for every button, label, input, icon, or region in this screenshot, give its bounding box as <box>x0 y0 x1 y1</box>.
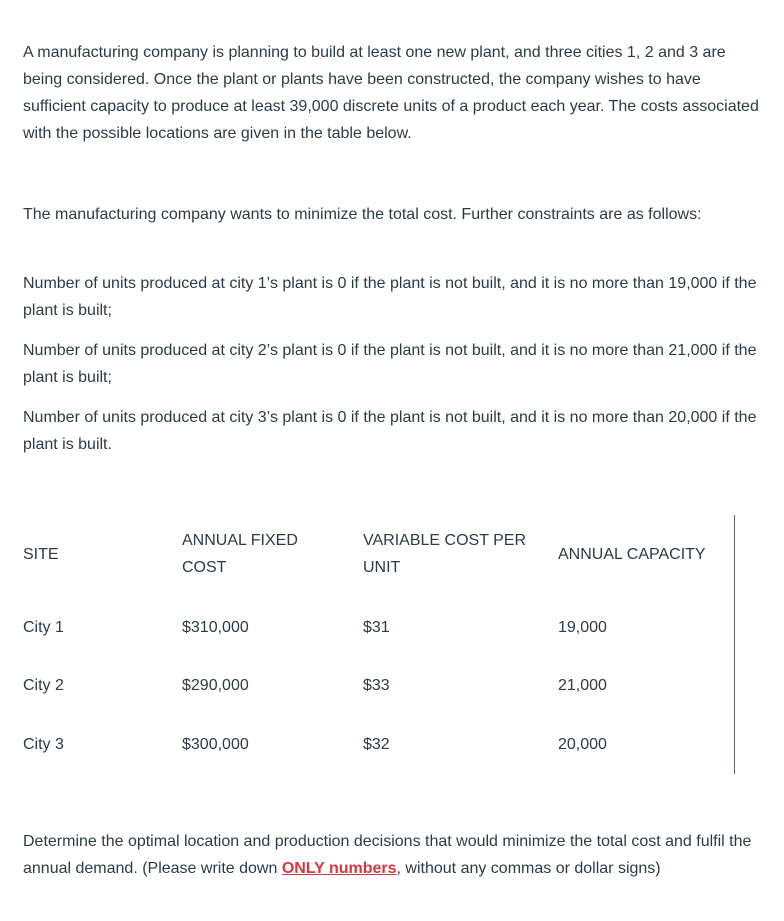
header-capacity: ANNUAL CAPACITY <box>558 546 706 563</box>
table-row-1-variable: $31 <box>363 619 390 636</box>
header-fixed-cost-line1: ANNUAL FIXED <box>182 532 298 549</box>
table-row-1-site: City 1 <box>23 619 64 636</box>
header-fixed-cost-line2: COST <box>182 559 227 576</box>
problem-intro: A manufacturing company is planning to build at least one new plant, and three cities 1, 2 and 3 are being considered. Once the plant or plants have been constructed, the company wishes to have sufficient capacity to produce at least 39,000 discrete units of a product each year. The costs associated with the possible locations are given in the table below. <box>23 44 759 142</box>
objective-statement: The manufacturing company wants to minimize the total cost. Further constraints are as follows: <box>23 206 702 223</box>
table-row-3-fixed: $300,000 <box>182 736 249 753</box>
table-row-1-capacity: 19,000 <box>558 619 607 636</box>
header-site: SITE <box>23 546 59 563</box>
table-row-2-variable: $33 <box>363 677 390 694</box>
table-row-3-capacity: 20,000 <box>558 736 607 753</box>
header-variable-cost-line2: UNIT <box>363 559 401 576</box>
question-text-start: Determine the optimal location and production decisions that would minimize the total cost and fulfil the annual demand. (Please write down <box>23 833 752 877</box>
constraint-city-3: Number of units produced at city 3’s plant is 0 if the plant is not built, and it is no more than 20,000 if the plant is built. <box>23 409 757 453</box>
table-row-2-site: City 2 <box>23 677 64 694</box>
table-row-1-fixed: $310,000 <box>182 619 249 636</box>
table-row-2-capacity: 21,000 <box>558 677 607 694</box>
constraint-city-2: Number of units produced at city 2’s plant is 0 if the plant is not built, and it is no more than 21,000 if the plant is built; <box>23 342 757 386</box>
constraint-city-1: Number of units produced at city 1’s plant is 0 if the plant is not built, and it is no more than 19,000 if the plant is built; <box>23 275 757 319</box>
table-row-2-fixed: $290,000 <box>182 677 249 694</box>
only-numbers-emphasis: ONLY numbers <box>281 860 397 877</box>
table-row-3-variable: $32 <box>363 736 390 753</box>
question-prompt <box>23 828 763 882</box>
table-right-border <box>734 515 735 774</box>
table-row-3-site: City 3 <box>23 736 64 753</box>
header-variable-cost-line1: VARIABLE COST PER <box>363 532 527 549</box>
question-text-end: , without any commas or dollar signs) <box>396 860 661 877</box>
